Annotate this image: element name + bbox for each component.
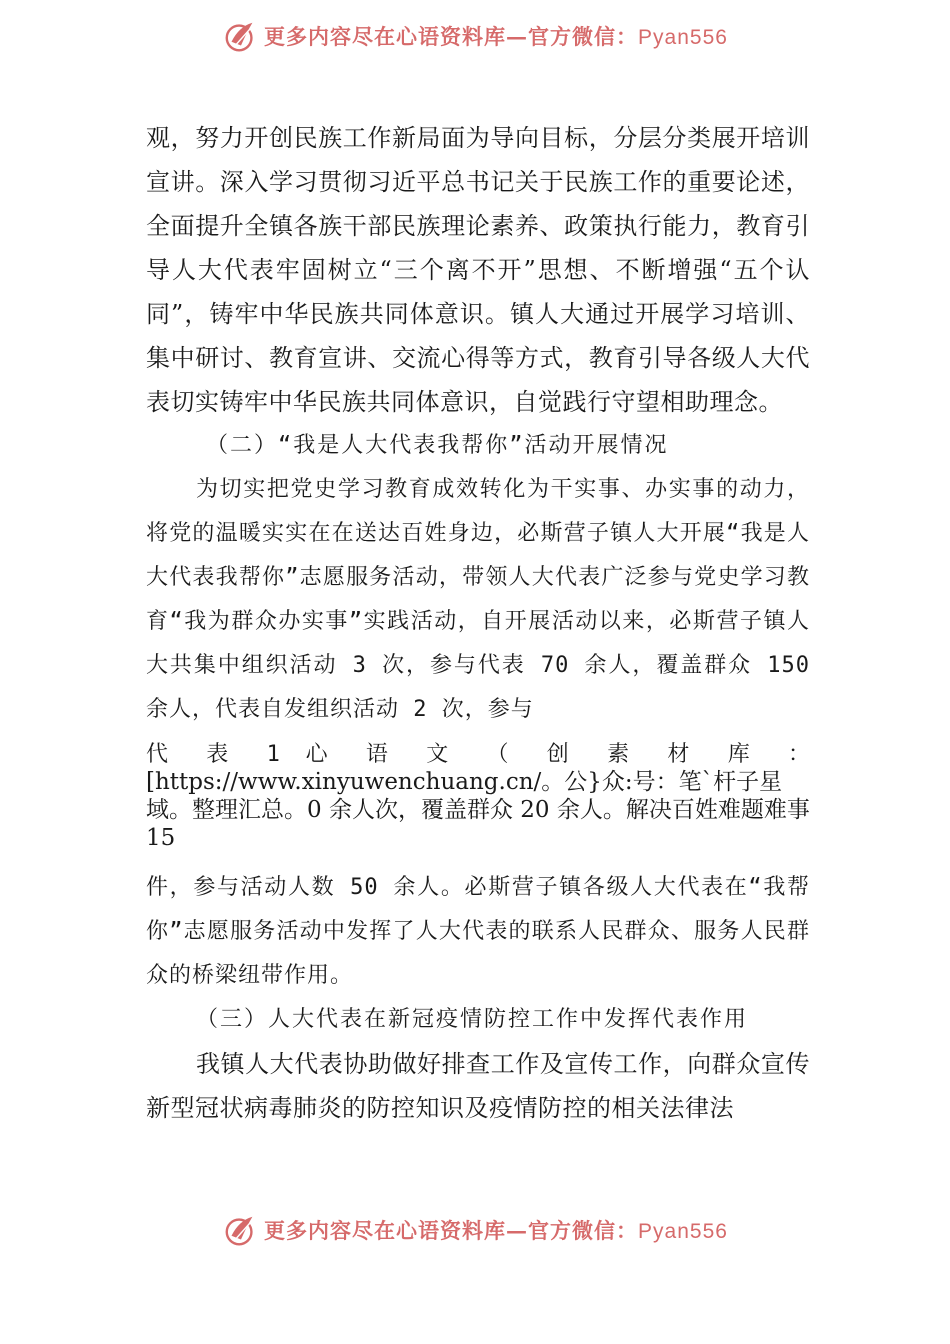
document-body	[146, 116, 810, 1130]
brand-logo-icon	[222, 1211, 260, 1249]
brand-logo-icon	[222, 17, 260, 55]
paragraph-1: 观，努力开创民族工作新局面为导向目标，分层分类展开培训宣讲。深入学习贯彻习近平总书记关于民族工作的重要论述，全面提升全镇各族干部民族理论素养、政策执行能力，教育引导人大代表牢固树立“三个离不开”思想、不断增强“五个认同”，铸牢中华民族共同体意识。镇人大通过开展学习培训、集中研讨、教育宣讲、交流心得等方式，教育引导各级人大代表切实铸牢中华民族共同体意识，自觉践行守望相助理念。	[146, 124, 810, 416]
paragraph-2-tail: 件，参与活动人数 50 余人。必斯营子镇各级人大代表在“我帮你”志愿服务活动中发挥了人大代表的联系人民群众、服务人民群众的桥梁纽带作用。	[146, 875, 810, 988]
paragraph-2-spread-line: 代 表 1 心 语 文 （ 创 素 材 库 ：	[146, 742, 810, 767]
section-heading-2: （二）“我是人大代表我帮你”活动开展情况	[206, 433, 669, 458]
paragraph-2-watermark-insert: [https://www.xinyuwenchuang.cn/。公}众:号：笔`杆子星域。整理汇总。0 余人次，覆盖群众 20 余人。解决百姓难题难事 15	[146, 769, 810, 851]
wechat-id: Pyan556	[638, 26, 728, 49]
paragraph-2: 为切实把党史学习教育成效转化为干实事、办实事的动力，将党的温暖实实在在送达百姓身边，必斯营子镇人大开展“我是人大代表我帮你”志愿服务活动，带领人大代表广泛参与党史学习教育“我为群众办实事”实践活动，自开展活动以来，必斯营子镇人大共集中组织活动 3 次，参与代表 70 余人，覆盖群众 150 余人，代表自发组织活动 2 次，参与	[146, 477, 810, 722]
footer-banner	[0, 1208, 950, 1252]
section-heading-3: （三）人大代表在新冠疫情防控工作中发挥代表作用	[196, 1007, 749, 1032]
banner-text: 更多内容尽在心语资料库—官方微信：Pyan556	[264, 1218, 728, 1243]
header-banner	[0, 14, 950, 58]
wechat-id: Pyan556	[638, 1220, 728, 1243]
banner-text: 更多内容尽在心语资料库—官方微信：Pyan556	[264, 24, 728, 49]
paragraph-3: 我镇人大代表协助做好排查工作及宣传工作，向群众宣传新型冠状病毒肺炎的防控知识及疫情防控的相关法律法	[146, 1050, 810, 1122]
